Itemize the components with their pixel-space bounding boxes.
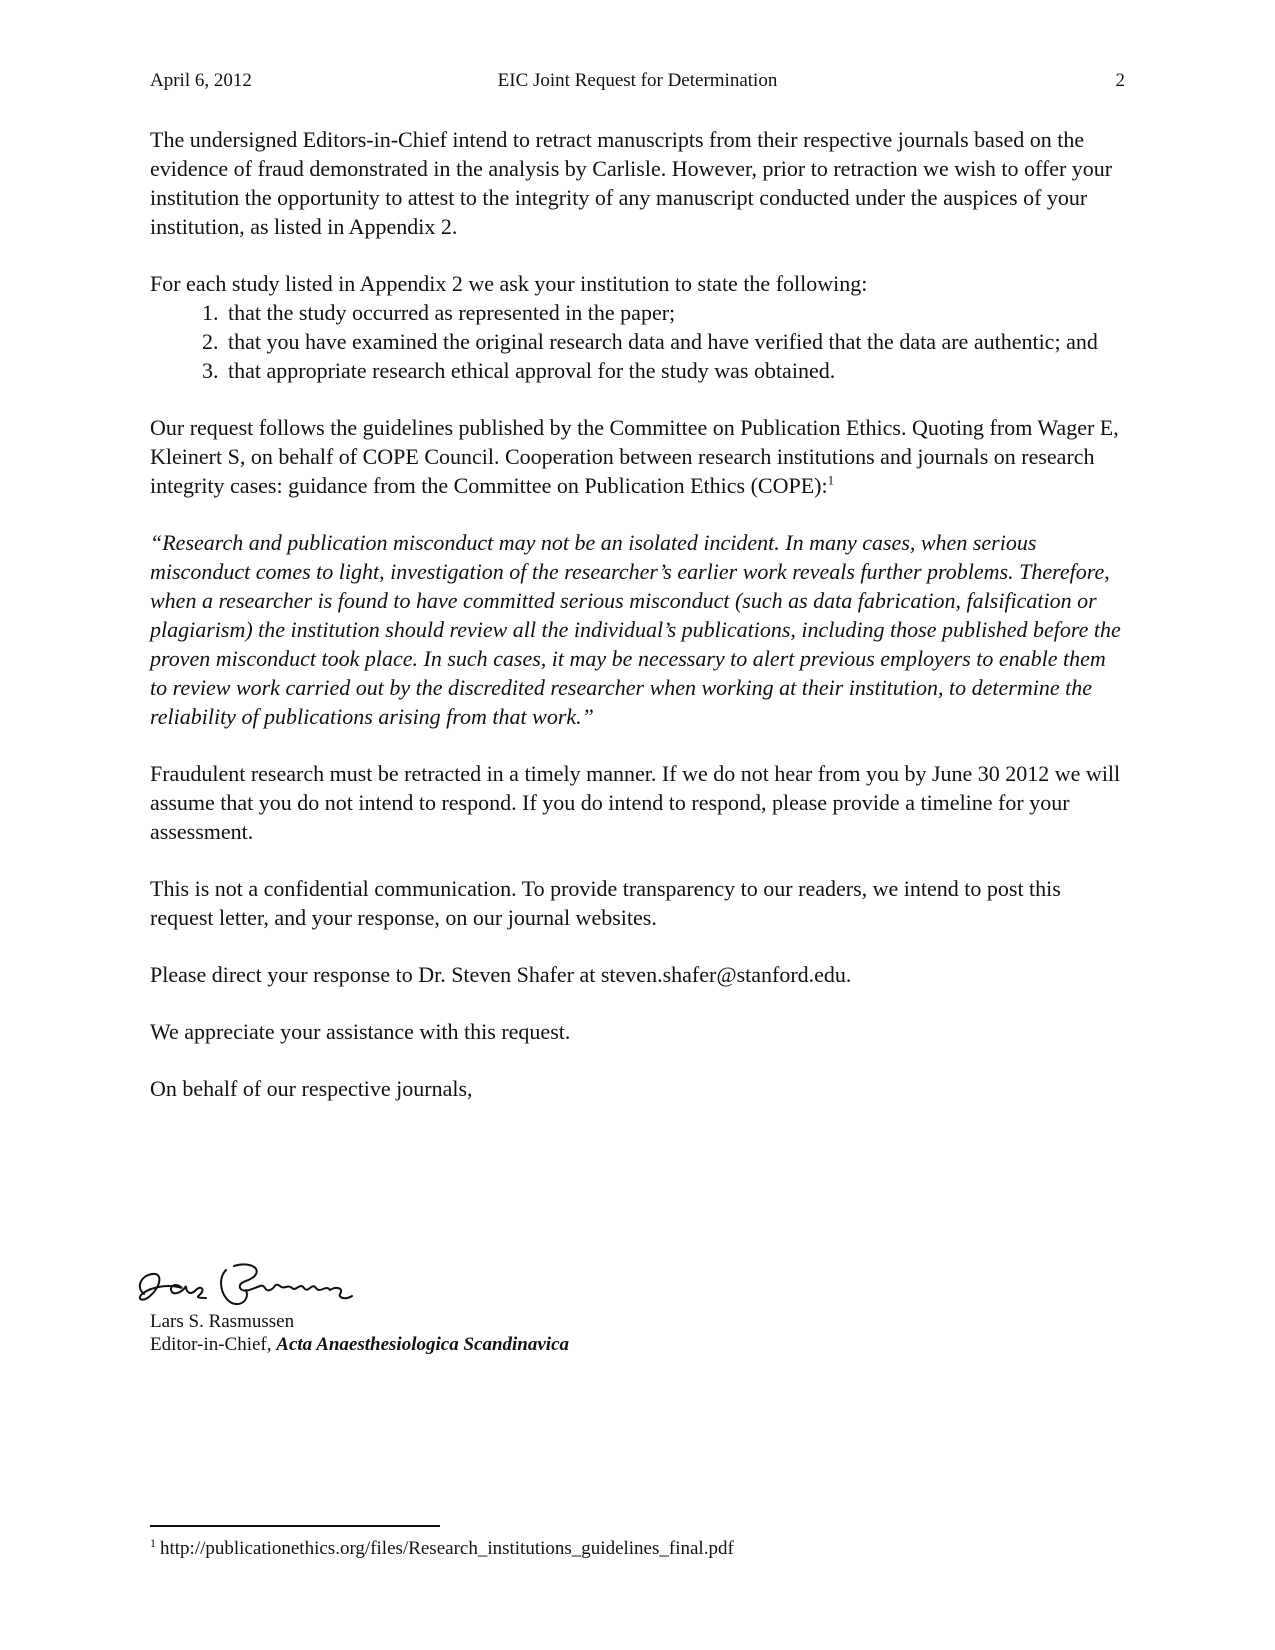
paragraph-closing: On behalf of our respective journals,: [150, 1076, 473, 1101]
footnote-reference: 1: [827, 472, 835, 488]
footnote-divider: [150, 1525, 440, 1527]
page-number: 2: [1115, 70, 1125, 91]
paragraph-deadline: Fraudulent research must be retracted in a timely manner. If we do not hear from you by June 30 2012 we will assume that you do not intend to respond. If you do intend to respond, please provide a timeline for your assessment.: [150, 761, 1121, 844]
journal-name: Acta Anaesthesiologica Scandinavica: [276, 1334, 570, 1355]
signatory-name: Lars S. Rasmussen: [150, 1311, 295, 1332]
paragraph-cope-guidelines: [150, 413, 1125, 500]
cope-guidelines-text: Our request follows the guidelines published by the Committee on Publication Ethics. Quoting from Wager E, Kleinert S, on behalf of COPE Council. Cooperation between research institutions and journals on research integrity cases: guidance from the Committee on Publication Ethics (COPE):: [150, 415, 1119, 498]
signature-block: [130, 1258, 730, 1356]
list-item: 2. that you have examined the original research data and have verified that the data are authentic; and: [224, 327, 1125, 356]
signatory-title: [150, 1333, 730, 1356]
header-title: EIC Joint Request for Determination: [497, 70, 778, 91]
handwritten-signature: [130, 1258, 390, 1310]
page-header: [150, 70, 1125, 100]
paragraph-appreciation: We appreciate your assistance with this request.: [150, 1019, 571, 1044]
paragraph-transparency: This is not a confidential communication. To provide transparency to our readers, we intend to post this request letter, and your response, on our journal websites.: [150, 876, 1061, 930]
paragraph-contact: Please direct your response to Dr. Steven Shafer at steven.shafer@stanford.edu.: [150, 962, 852, 987]
paragraph-retraction-intent: The undersigned Editors-in-Chief intend to retract manuscripts from their respective journals based on the evidence of fraud demonstrated in the analysis by Carlisle. However, prior to retraction we wish to offer your institution the opportunity to attest to the integrity of any manuscript conducted under the auspices of your institution, as listed in Appendix 2.: [150, 127, 1113, 239]
footnote: [150, 1535, 734, 1560]
signatory-role: Editor-in-Chief,: [150, 1334, 277, 1355]
paragraph-request-intro: For each study listed in Appendix 2 we ask your institution to state the following:: [150, 271, 868, 296]
header-date: April 6, 2012: [150, 70, 252, 91]
request-list: [150, 298, 1125, 385]
cope-quote: “Research and publication misconduct may not be an isolated incident. In many cases, when serious misconduct comes to light, investigation of the researcher’s earlier work reveals further problems. Therefore, when a researcher is found to have committed serious misconduct (such as data fabrication, falsification or plagiarism) the institution should review all the individual’s publications, including those published before the proven misconduct took place. In such cases, it may be necessary to alert previous employers to enable them to review work carried out by the discredited researcher when working at their institution, to determine the reliability of publications arising from that work.”: [150, 530, 1121, 729]
footnote-marker: 1: [150, 1535, 156, 1550]
letter-body: [150, 125, 1125, 1131]
list-item: 1. that the study occurred as represented in the paper;: [224, 298, 1125, 327]
footnote-url[interactable]: http://publicationethics.org/files/Research_institutions_guidelines_final.pdf: [160, 1538, 734, 1559]
list-item: 3. that appropriate research ethical approval for the study was obtained.: [224, 356, 1125, 385]
